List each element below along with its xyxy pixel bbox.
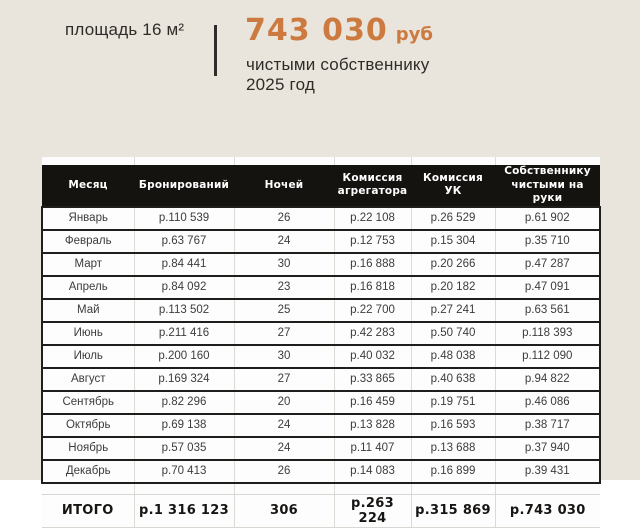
value-cell: р.110 539	[134, 207, 234, 230]
value-cell: р.70 413	[134, 460, 234, 483]
value-cell: р.39 431	[495, 460, 600, 483]
value-cell: р.211 416	[134, 322, 234, 345]
value-cell: 27	[234, 322, 334, 345]
value-cell: р.12 753	[334, 230, 411, 253]
value-cell: 26	[234, 207, 334, 230]
month-cell: Февраль	[42, 230, 134, 253]
table-row	[42, 414, 600, 437]
col-header-nights: Ночей	[234, 165, 334, 207]
value-cell: 30	[234, 253, 334, 276]
col-header-uk-fee: Комиссия УК	[411, 165, 495, 207]
value-cell: р.35 710	[495, 230, 600, 253]
value-cell: р.112 090	[495, 345, 600, 368]
value-cell: р.50 740	[411, 322, 495, 345]
table-row	[42, 253, 600, 276]
month-cell: Июнь	[42, 322, 134, 345]
value-cell: р.40 638	[411, 368, 495, 391]
value-cell: р.47 287	[495, 253, 600, 276]
table-row	[42, 437, 600, 460]
value-cell: р.27 241	[411, 299, 495, 322]
month-cell: Август	[42, 368, 134, 391]
value-cell: р.94 822	[495, 368, 600, 391]
total-nights: 306	[234, 494, 334, 527]
value-cell: р.69 138	[134, 414, 234, 437]
value-cell: р.82 296	[134, 391, 234, 414]
table-total-row	[42, 494, 600, 527]
value-cell: 24	[234, 437, 334, 460]
vertical-divider	[214, 25, 217, 76]
value-cell: р.14 083	[334, 460, 411, 483]
month-cell: Декабрь	[42, 460, 134, 483]
value-cell: р.47 091	[495, 276, 600, 299]
value-cell: р.16 899	[411, 460, 495, 483]
value-cell: р.84 092	[134, 276, 234, 299]
value-cell: 27	[234, 368, 334, 391]
currency-label: руб	[395, 24, 433, 45]
value-cell: р.113 502	[134, 299, 234, 322]
value-cell: р.118 393	[495, 322, 600, 345]
table-row	[42, 345, 600, 368]
month-cell: Май	[42, 299, 134, 322]
value-cell: р.57 035	[134, 437, 234, 460]
subtitle-line2: 2025 год	[246, 75, 315, 94]
total-bookings: р.1 316 123	[134, 494, 234, 527]
value-cell: 24	[234, 414, 334, 437]
value-cell: р.61 902	[495, 207, 600, 230]
value-cell: р.16 593	[411, 414, 495, 437]
table-row	[42, 276, 600, 299]
table-row	[42, 368, 600, 391]
total-uk-fee: р.315 869	[411, 494, 495, 527]
table-row	[42, 207, 600, 230]
month-cell: Январь	[42, 207, 134, 230]
value-cell: р.16 818	[334, 276, 411, 299]
total-aggregator-fee: р.263 224	[334, 494, 411, 527]
table-header-row	[42, 165, 600, 207]
col-header-aggregator-fee: Комиссия агрегатора	[334, 165, 411, 207]
month-cell: Июль	[42, 345, 134, 368]
value-cell: р.16 459	[334, 391, 411, 414]
value-cell: р.169 324	[134, 368, 234, 391]
value-cell: р.84 441	[134, 253, 234, 276]
table-gap-row	[42, 483, 600, 495]
value-cell: р.37 940	[495, 437, 600, 460]
amount-value: 743 030	[245, 13, 388, 48]
value-cell: р.16 888	[334, 253, 411, 276]
income-table	[41, 157, 601, 528]
value-cell: 30	[234, 345, 334, 368]
area-label: площадь 16 м²	[65, 20, 185, 39]
table-row	[42, 322, 600, 345]
table-row	[42, 230, 600, 253]
value-cell: р.20 182	[411, 276, 495, 299]
value-cell: р.26 529	[411, 207, 495, 230]
col-header-bookings: Бронирований	[134, 165, 234, 207]
total-label: ИТОГО	[42, 494, 134, 527]
month-cell: Март	[42, 253, 134, 276]
value-cell: р.33 865	[334, 368, 411, 391]
value-cell: 24	[234, 230, 334, 253]
value-cell: р.11 407	[334, 437, 411, 460]
value-cell: р.200 160	[134, 345, 234, 368]
value-cell: р.46 086	[495, 391, 600, 414]
table-row	[42, 391, 600, 414]
subtitle-line1: чистыми собственнику	[246, 55, 430, 74]
month-cell: Апрель	[42, 276, 134, 299]
amount-headline	[245, 13, 433, 48]
value-cell: р.38 717	[495, 414, 600, 437]
value-cell: р.42 283	[334, 322, 411, 345]
value-cell: р.20 266	[411, 253, 495, 276]
value-cell: 20	[234, 391, 334, 414]
value-cell: р.22 108	[334, 207, 411, 230]
value-cell: р.63 767	[134, 230, 234, 253]
value-cell: р.13 828	[334, 414, 411, 437]
value-cell: р.48 038	[411, 345, 495, 368]
table-top-strip	[42, 157, 600, 165]
value-cell: 25	[234, 299, 334, 322]
value-cell: р.63 561	[495, 299, 600, 322]
col-header-month: Месяц	[42, 165, 134, 207]
table-row	[42, 299, 600, 322]
table-row	[42, 460, 600, 483]
value-cell: р.19 751	[411, 391, 495, 414]
month-cell: Октябрь	[42, 414, 134, 437]
value-cell: р.40 032	[334, 345, 411, 368]
value-cell: 23	[234, 276, 334, 299]
month-cell: Сентябрь	[42, 391, 134, 414]
value-cell: 26	[234, 460, 334, 483]
value-cell: р.15 304	[411, 230, 495, 253]
month-cell: Ноябрь	[42, 437, 134, 460]
value-cell: р.22 700	[334, 299, 411, 322]
value-cell: р.13 688	[411, 437, 495, 460]
table-body	[42, 207, 600, 483]
total-owner-net: р.743 030	[495, 494, 600, 527]
col-header-owner-net: Собственнику чистыми на руки	[495, 165, 600, 207]
